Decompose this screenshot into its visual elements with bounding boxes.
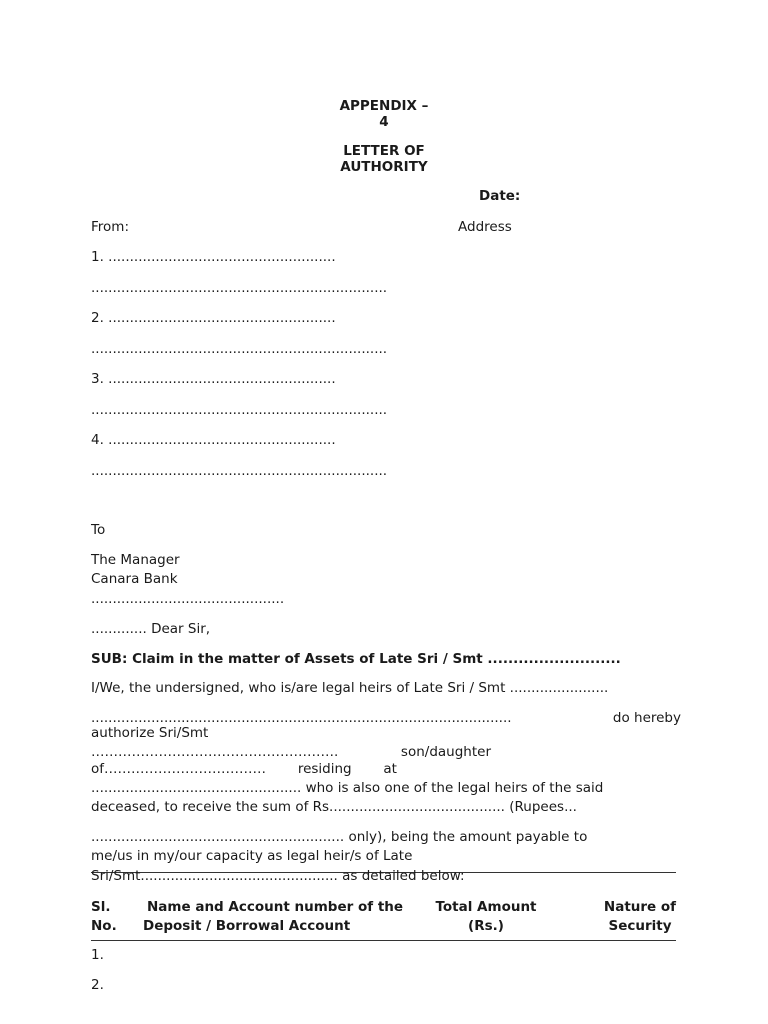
para2-line-2: me/us in my/our capacity as legal heir/s of Late bbox=[91, 848, 413, 864]
recipient-line-2: Canara Bank bbox=[91, 571, 178, 587]
recipient-line-1: The Manager bbox=[91, 552, 180, 568]
heir-3-address-line: ..................................................................... bbox=[91, 402, 388, 418]
header-account-line-1: Name and Account number of the bbox=[147, 899, 404, 915]
table-row: 2. bbox=[91, 977, 104, 993]
para1-line-5-residing: residing bbox=[297, 761, 352, 777]
letter-title bbox=[284, 143, 484, 175]
header-sl-line-2: No. bbox=[91, 918, 117, 934]
header-amount-line-2: (Rs.) bbox=[468, 918, 504, 934]
to-label: To bbox=[91, 522, 106, 538]
para1-line-4-text: son/daughter bbox=[400, 744, 491, 760]
para1-line-1: I/We, the undersigned, who is/are legal heirs of Late Sri / Smt ....................... bbox=[91, 680, 609, 696]
para1-line-4-dots: ………………………………………………. bbox=[91, 744, 339, 760]
table-header-rule bbox=[91, 940, 676, 941]
table-header-account bbox=[143, 898, 403, 936]
para1-line-5-of: of……………………………… bbox=[91, 761, 267, 777]
header-security-line-2: Security bbox=[608, 918, 672, 934]
para2-line-3: Sri/Smt.............................................. as detailed below: bbox=[91, 868, 465, 884]
heir-4-name-line: 4. ..................................................... bbox=[91, 432, 336, 448]
heir-2-name-line: 2. ..................................................... bbox=[91, 310, 336, 326]
header-security-line-1: Nature of bbox=[603, 899, 677, 915]
appendix-line-2: 4 bbox=[379, 114, 389, 130]
from-label: From: bbox=[91, 219, 129, 235]
para1-line-5-at: at bbox=[383, 761, 397, 777]
date-label: Date: bbox=[479, 188, 521, 204]
para1-line-6: ................................................. who is also one of the legal heirs of the said bbox=[91, 780, 604, 796]
table-row: 1. bbox=[91, 947, 104, 963]
para1-line-7: deceased, to receive the sum of Rs......................................... (Rupees... bbox=[91, 799, 577, 815]
table-header-sl bbox=[91, 898, 117, 936]
para1-line-2 bbox=[91, 710, 681, 726]
subject-line: SUB: Claim in the matter of Assets of Late Sri / Smt .......................... bbox=[91, 651, 621, 667]
para1-line-4 bbox=[91, 744, 491, 760]
title-line-2: AUTHORITY bbox=[340, 159, 428, 175]
heir-3-name-line: 3. ..................................................... bbox=[91, 371, 336, 387]
table-header-amount bbox=[426, 898, 546, 936]
appendix-line-1: APPENDIX – bbox=[339, 98, 429, 114]
branch-line: ............................................. bbox=[91, 591, 285, 607]
header-amount-line-1: Total Amount bbox=[435, 899, 537, 915]
para1-line-5 bbox=[91, 761, 397, 777]
para1-line-3: authorize Sri/Smt bbox=[91, 725, 209, 741]
salutation: ............. Dear Sir, bbox=[91, 621, 211, 637]
para1-line-2-dots: .................................................................................................. bbox=[91, 710, 512, 726]
heir-1-address-line: ..................................................................... bbox=[91, 280, 388, 296]
heir-1-name-line: 1. ..................................................... bbox=[91, 249, 336, 265]
heir-2-address-line: ..................................................................... bbox=[91, 341, 388, 357]
header-account-line-2: Deposit / Borrowal Account bbox=[143, 918, 351, 934]
para2-line-1: ........................................................... only), being the amount payable to bbox=[91, 829, 588, 845]
title-line-1: LETTER OF bbox=[343, 143, 425, 159]
heir-4-address-line: ..................................................................... bbox=[91, 463, 388, 479]
table-header-security bbox=[596, 898, 684, 936]
para1-line-2-text: do hereby bbox=[612, 710, 681, 726]
address-label: Address bbox=[458, 219, 512, 235]
appendix-heading bbox=[284, 98, 484, 130]
header-sl-line-1: Sl. bbox=[91, 899, 111, 915]
